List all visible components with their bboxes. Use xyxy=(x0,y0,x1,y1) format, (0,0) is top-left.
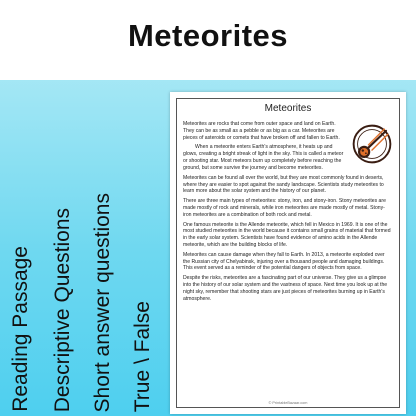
paragraph: One famous meteorite is the Allende meteorite, which fell in Mexico in 1969. It is one of the most studied meteorites in the world because it contains small grains of material that formed in the early solar system. Scientists have found evidence of amino acids in the Allende meteorite, which are the building blocks of life. xyxy=(183,221,391,248)
worksheet-footer: © PrintableBazaar.com xyxy=(268,401,308,405)
worksheet-preview xyxy=(170,92,406,414)
paragraph: Meteorites can cause damage when they fall to Earth. In 2013, a meteorite exploded over the Russian city of Chelyabinsk, injuring over a thousand people and damaging buildings. This event served as a reminder of the potential dangers of objects from space. xyxy=(183,251,385,272)
label-descriptive-questions: Descriptive Questions xyxy=(51,207,74,412)
label-short-answer-questions: Short answer questions xyxy=(91,192,114,412)
worksheet-border xyxy=(176,98,400,408)
worksheet-title: Meteorites xyxy=(264,103,312,114)
paragraph: When a meteorite enters Earth's atmosphere, it heats up and glows, creating a bright streak of light in the sky. This is called a meteor or shooting star. Most meteors burn up completely before reaching the ground, but some survive the journey and become meteorites. xyxy=(183,144,344,171)
meteorite-icon xyxy=(351,123,393,165)
paragraph: Meteorites are rocks that come from outer space and land on Earth. They can be as small as a pebble or as big as a car. Meteorites are pieces of asteroids or comets that have broken off and fallen to Earth. xyxy=(183,121,340,141)
paragraph: Meteorites can be found all over the world, but they are most commonly found in deserts, where they are easier to spot against the sandy landscape. Scientists study meteorites to learn more about the solar system and the history of our planet. xyxy=(183,174,384,195)
worksheet-body xyxy=(183,121,393,397)
paragraph: Despite the risks, meteorites are a fascinating part of our universe. They give us a glimpse into the history of our solar system and the vastness of space. Next time you look up at the night sky, remember that shooting stars are just pieces of meteorites burning up in Earth's atmosphere. xyxy=(183,275,388,302)
label-reading-passage: Reading Passage xyxy=(9,246,32,412)
page-title: Meteorites xyxy=(127,18,289,53)
label-true-false: True \ False xyxy=(131,300,154,412)
side-labels xyxy=(4,92,170,412)
paragraph: There are three main types of meteorites: stony, iron, and stony-iron. Stony meteorites are made mostly of rock and minerals, while iron meteorites are made mostly of metal. Stony-iron meteorites are a combination of both rock and metal. xyxy=(183,198,386,218)
